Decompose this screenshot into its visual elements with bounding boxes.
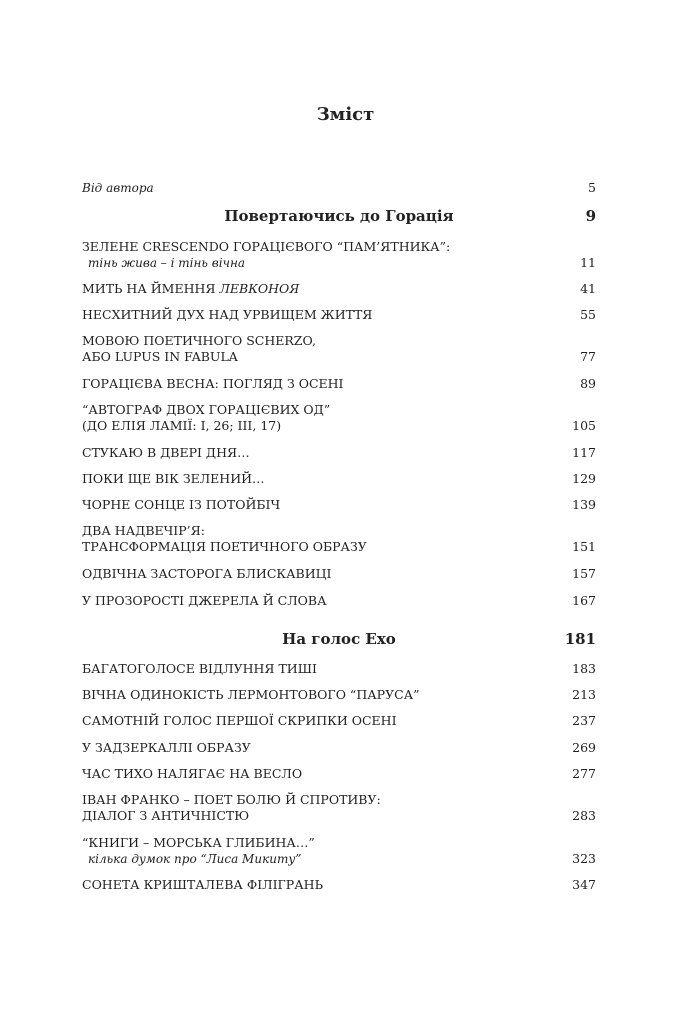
- toc-entry-page: 323: [572, 851, 596, 866]
- toc-entry-page: 157: [572, 566, 596, 581]
- toc-entry-subtitle: тінь жива – і тінь вічна: [88, 256, 246, 270]
- toc-entry-title: ЧОРНЕ СОНЦЕ ІЗ ПОТОЙБІЧ: [82, 497, 281, 512]
- toc-entry-page: 77: [580, 349, 596, 364]
- toc-entry-title-line2: (ДО ЕЛІЯ ЛАМІЇ: І, 26; ІІІ, 17): [82, 418, 282, 433]
- toc-entry-page: 269: [572, 740, 596, 755]
- toc-entry-page: 183: [572, 661, 596, 676]
- toc-entry-title: БАГАТОГОЛОСЕ ВІДЛУННЯ ТИШІ: [82, 661, 317, 676]
- toc-entry[interactable]: [82, 566, 596, 582]
- toc-entry-title: СТУКАЮ В ДВЕРІ ДНЯ…: [82, 445, 250, 460]
- toc-entry[interactable]: [82, 445, 596, 461]
- toc-entry-page: 237: [572, 713, 596, 728]
- toc-entry-page: 151: [572, 539, 596, 554]
- section-title: На голос Ехо: [282, 630, 396, 648]
- toc-entry-page: 89: [580, 376, 596, 391]
- toc-entry[interactable]: [82, 687, 596, 703]
- toc-entry-title: МИТЬ НА ЙМЕННЯ: [82, 281, 216, 296]
- toc-entry-page: 5: [588, 180, 596, 195]
- toc-entry[interactable]: [82, 333, 596, 365]
- toc-entry[interactable]: [82, 661, 596, 677]
- toc-entry[interactable]: [82, 523, 596, 555]
- toc-entry-subtitle: кілька думок про “Лиса Микиту”: [88, 852, 302, 866]
- toc-entry[interactable]: [82, 471, 596, 487]
- toc-entry-title: СОНЕТА КРИШТАЛЕВА ФІЛІГРАНЬ: [82, 877, 324, 892]
- section-title: Повертаючись до Горація: [224, 207, 454, 225]
- toc-entry-page: 105: [572, 418, 596, 433]
- toc-entry-page: 55: [580, 307, 596, 322]
- toc-entry-page: 283: [572, 808, 596, 823]
- toc-entry-page: 41: [580, 281, 596, 296]
- toc-entry[interactable]: [82, 239, 596, 271]
- toc-entry[interactable]: [82, 835, 596, 867]
- toc-entry[interactable]: [82, 281, 596, 297]
- toc-entry-title-line2: ТРАНСФОРМАЦІЯ ПОЕТИЧНОГО ОБРАЗУ: [82, 539, 367, 554]
- toc-entry-title: У ЗАДЗЕРКАЛЛІ ОБРАЗУ: [82, 740, 251, 755]
- toc-entry-title: “АВТОГРАФ ДВОХ ГОРАЦІЄВИХ ОД”: [82, 402, 331, 417]
- toc-entry-title: ГОРАЦІЄВА ВЕСНА: ПОГЛЯД З ОСЕНІ: [82, 376, 344, 391]
- toc-entry-page: 129: [572, 471, 596, 486]
- toc-section-heading[interactable]: [82, 206, 596, 226]
- toc-entry[interactable]: [82, 792, 596, 824]
- toc-entry-title: ДВА НАДВЕЧІР’Я:: [82, 523, 205, 538]
- toc-entry-title: НЕСХИТНИЙ ДУХ НАД УРВИЩЕМ ЖИТТЯ: [82, 307, 373, 322]
- toc-entry[interactable]: [82, 740, 596, 756]
- toc-entry-page: 11: [580, 255, 596, 270]
- toc-entry-title: ВІЧНА ОДИНОКІСТЬ ЛЕРМОНТОВОГО “ПАРУСА”: [82, 687, 420, 702]
- toc-entry[interactable]: [82, 593, 596, 609]
- toc-entry[interactable]: [82, 877, 596, 893]
- section-page: 181: [564, 630, 596, 648]
- toc-entry-page: 117: [572, 445, 596, 460]
- toc-entry[interactable]: [82, 376, 596, 392]
- toc-entry-title: “КНИГИ – МОРСЬКА ГЛИБИНА…”: [82, 835, 315, 850]
- toc-entry-title: МОВОЮ ПОЕТИЧНОГО SCHERZO,: [82, 333, 316, 348]
- toc-entry-title-line2: ДІАЛОГ З АНТИЧНІСТЮ: [82, 808, 250, 823]
- toc-entry[interactable]: [82, 713, 596, 729]
- toc-entry[interactable]: [82, 766, 596, 782]
- toc-entry-title: Від автора: [82, 181, 154, 195]
- toc-entry-title: ПОКИ ЩЕ ВІК ЗЕЛЕНИЙ…: [82, 471, 265, 486]
- toc-entry-title: ІВАН ФРАНКО – ПОЕТ БОЛЮ Й СПРОТИВУ:: [82, 792, 381, 807]
- toc-entry-title: ЗЕЛЕНЕ CRESCENDO ГОРАЦІЄВОГО “ПАМ’ЯТНИКА”:: [82, 239, 451, 254]
- toc-entry-page: 277: [572, 766, 596, 781]
- toc-entry-page: 347: [572, 877, 596, 892]
- toc-entry[interactable]: [82, 497, 596, 513]
- section-page: 9: [585, 207, 596, 225]
- toc-section-heading[interactable]: [82, 629, 596, 649]
- toc-entry-title: САМОТНІЙ ГОЛОС ПЕРШОЇ СКРИПКИ ОСЕНІ: [82, 713, 397, 728]
- toc-entry-intro[interactable]: [82, 180, 596, 196]
- toc-entry-title: ОДВІЧНА ЗАСТОРОГА БЛИСКАВИЦІ: [82, 566, 332, 581]
- page-title: Зміст: [316, 104, 375, 125]
- toc-entry-title: У ПРОЗОРОСТІ ДЖЕРЕЛА Й СЛОВА: [82, 593, 327, 608]
- toc-entry-page: 213: [572, 687, 596, 702]
- toc-entry-title-line2: АБО LUPUS IN FABULA: [82, 349, 238, 364]
- toc-entry-title-italic: ЛЕВКОНОЯ: [219, 281, 300, 296]
- toc-entry[interactable]: [82, 307, 596, 323]
- toc-entry[interactable]: [82, 402, 596, 434]
- toc-entry-title: ЧАС ТИХО НАЛЯГАЄ НА ВЕСЛО: [82, 766, 303, 781]
- toc-entry-page: 167: [572, 593, 596, 608]
- toc-entry-page: 139: [572, 497, 596, 512]
